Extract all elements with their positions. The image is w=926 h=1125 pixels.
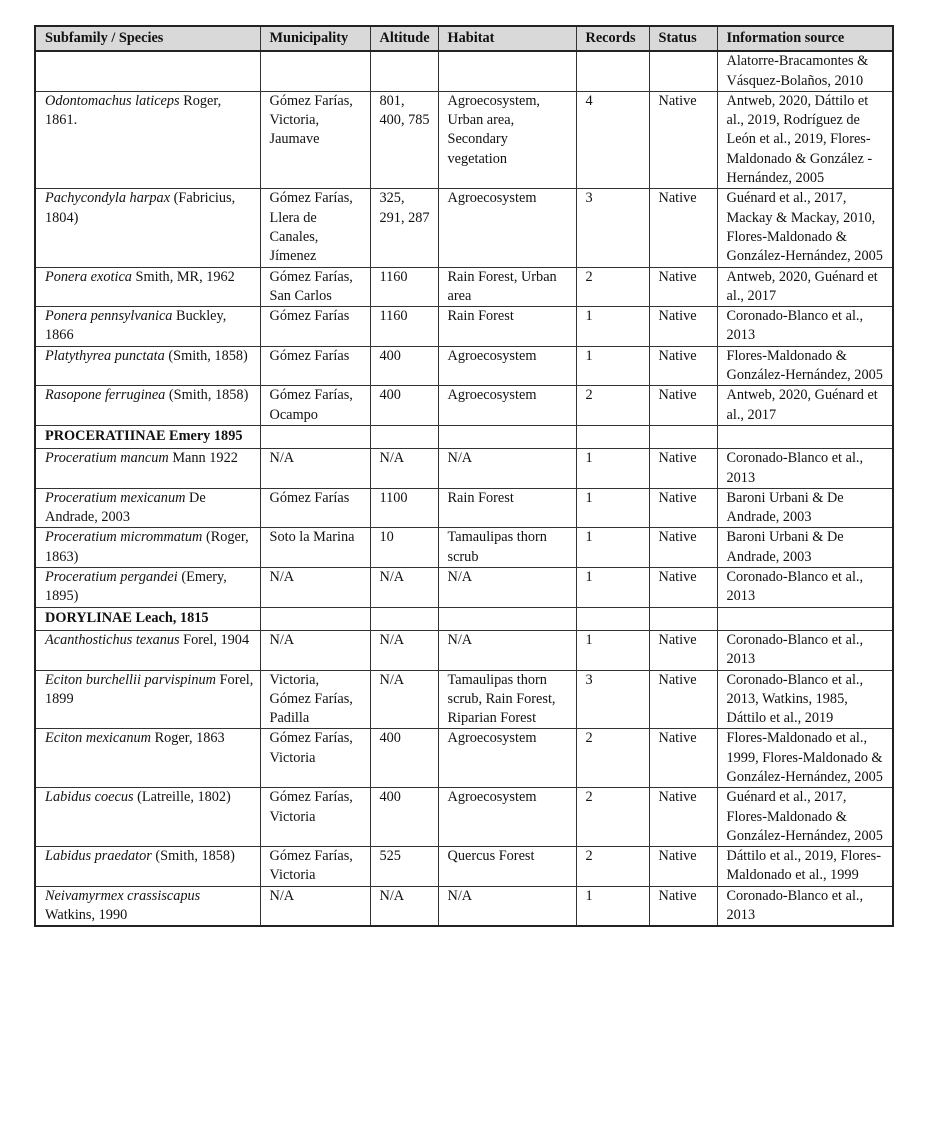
municipality-cell: Gómez Farías [260, 346, 370, 386]
species-name: Labidus coecus [45, 789, 134, 806]
information-source-cell: Guénard et al., 2017, Flores-Maldonado & González-Hernández, 2005 [717, 788, 893, 847]
municipality-cell: Gómez Farías [260, 488, 370, 528]
column-header-habitat: Habitat [438, 26, 576, 51]
status-cell [649, 51, 717, 91]
empty-cell [438, 607, 576, 630]
species-name: Labidus praedator [45, 848, 152, 865]
municipality-cell: N/A [260, 568, 370, 608]
municipality-cell: Gómez Farías [260, 307, 370, 347]
empty-cell [649, 425, 717, 448]
altitude-cell: 1160 [370, 267, 438, 307]
species-name-cell [35, 189, 260, 267]
municipality-cell: N/A [260, 886, 370, 926]
table-row [35, 91, 893, 188]
municipality-cell: Gómez Farías, Victoria [260, 729, 370, 788]
table-row [35, 670, 893, 729]
species-author: Watkins, 1990 [45, 907, 128, 924]
column-header-status: Status [649, 26, 717, 51]
status-cell: Native [649, 189, 717, 267]
species-name-cell [35, 307, 260, 347]
subfamily-label: PROCERATIINAE Emery 1895 [35, 425, 260, 448]
status-cell: Native [649, 886, 717, 926]
records-cell: 2 [576, 386, 649, 426]
table-row [35, 630, 893, 670]
table-row [35, 528, 893, 568]
table-row [35, 568, 893, 608]
information-source-cell: Antweb, 2020, Guénard et al., 2017 [717, 267, 893, 307]
document-page [34, 25, 892, 927]
status-cell: Native [649, 729, 717, 788]
species-name-cell [35, 847, 260, 887]
municipality-cell: Gómez Farías, San Carlos [260, 267, 370, 307]
status-cell: Native [649, 630, 717, 670]
habitat-cell: Tamaulipas thorn scrub [438, 528, 576, 568]
habitat-cell: N/A [438, 886, 576, 926]
status-cell: Native [649, 449, 717, 489]
table-row [35, 386, 893, 426]
subfamily-label: DORYLINAE Leach, 1815 [35, 607, 260, 630]
records-cell: 3 [576, 670, 649, 729]
altitude-cell: 400 [370, 729, 438, 788]
altitude-cell: 325, 291, 287 [370, 189, 438, 267]
species-name: Proceratium micrommatum [45, 529, 203, 546]
altitude-cell: 10 [370, 528, 438, 568]
column-header-information-source: Information source [717, 26, 893, 51]
species-author: Buckley, 1866 [45, 308, 227, 344]
species-name: Odontomachus laticeps [45, 92, 180, 109]
species-author: (Smith, 1858) [151, 848, 235, 865]
species-name: Proceratium mancum [45, 450, 169, 467]
status-cell: Native [649, 568, 717, 608]
species-author: Mann 1922 [168, 450, 238, 467]
status-cell: Native [649, 346, 717, 386]
table-row [35, 267, 893, 307]
habitat-cell: Agroecosystem [438, 189, 576, 267]
records-cell: 1 [576, 488, 649, 528]
column-header-subfamily-species: Subfamily / Species [35, 26, 260, 51]
information-source-cell: Coronado-Blanco et al., 2013 [717, 449, 893, 489]
table-row [35, 189, 893, 267]
municipality-cell: Gómez Farías, Victoria [260, 847, 370, 887]
habitat-cell: N/A [438, 449, 576, 489]
altitude-cell: N/A [370, 670, 438, 729]
species-name-cell [35, 488, 260, 528]
information-source-cell: Coronado-Blanco et al., 2013 [717, 307, 893, 347]
table-row [35, 847, 893, 887]
column-header-records: Records [576, 26, 649, 51]
empty-cell [717, 425, 893, 448]
table-row [35, 307, 893, 347]
altitude-cell: 801, 400, 785 [370, 91, 438, 188]
table-row [35, 449, 893, 489]
records-cell: 1 [576, 307, 649, 347]
species-author: (Roger, 1863) [45, 529, 249, 565]
species-name: Platythyrea punctata [45, 347, 165, 364]
species-name-cell [35, 51, 260, 91]
subfamily-row [35, 607, 893, 630]
habitat-cell: Agroecosystem [438, 729, 576, 788]
records-cell: 1 [576, 528, 649, 568]
species-author: (Fabricius, 1804) [45, 190, 236, 226]
species-name: Rasopone ferruginea [45, 387, 166, 404]
information-source-cell: Coronado-Blanco et al., 2013 [717, 568, 893, 608]
habitat-cell: N/A [438, 630, 576, 670]
records-cell: 1 [576, 886, 649, 926]
species-name-cell [35, 568, 260, 608]
habitat-cell: Rain Forest, Urban area [438, 267, 576, 307]
empty-cell [260, 607, 370, 630]
information-source-cell: Dáttilo et al., 2019, Flores-Maldonado et al., 1999 [717, 847, 893, 887]
municipality-cell: Gómez Farías, Victoria, Jaumave [260, 91, 370, 188]
habitat-cell: Rain Forest [438, 488, 576, 528]
habitat-cell: Agroecosystem [438, 386, 576, 426]
habitat-cell: Agroecosystem [438, 346, 576, 386]
species-name-cell [35, 346, 260, 386]
species-name-cell [35, 449, 260, 489]
table-body [35, 51, 893, 926]
empty-cell [260, 425, 370, 448]
records-cell: 1 [576, 449, 649, 489]
habitat-cell: Agroecosystem, Urban area, Secondary vegetation [438, 91, 576, 188]
information-source-cell: Alatorre-Bracamontes & Vásquez-Bolaños, 2010 [717, 51, 893, 91]
species-name-cell [35, 528, 260, 568]
records-cell: 1 [576, 568, 649, 608]
empty-cell [370, 425, 438, 448]
empty-cell [370, 607, 438, 630]
habitat-cell: Agroecosystem [438, 788, 576, 847]
table-row [35, 729, 893, 788]
information-source-cell: Coronado-Blanco et al., 2013, Watkins, 1985, Dáttilo et al., 2019 [717, 670, 893, 729]
status-cell: Native [649, 267, 717, 307]
table-row [35, 788, 893, 847]
habitat-cell: Rain Forest [438, 307, 576, 347]
species-author: Smith, MR, 1962 [131, 268, 235, 285]
species-name: Ponera pennsylvanica [45, 308, 173, 325]
records-cell: 2 [576, 847, 649, 887]
information-source-cell: Antweb, 2020, Guénard et al., 2017 [717, 386, 893, 426]
information-source-cell: Guénard et al., 2017, Mackay & Mackay, 2010, Flores-Maldonado & González-Hernández, 2005 [717, 189, 893, 267]
altitude-cell: 1160 [370, 307, 438, 347]
species-author: De Andrade, 2003 [45, 489, 206, 526]
empty-cell [649, 607, 717, 630]
altitude-cell: 525 [370, 847, 438, 887]
species-name: Eciton mexicanum [45, 730, 151, 747]
municipality-cell: N/A [260, 630, 370, 670]
table-row [35, 51, 893, 91]
species-name-cell [35, 729, 260, 788]
municipality-cell: Gómez Farías, Ocampo [260, 386, 370, 426]
species-table [34, 25, 894, 927]
records-cell: 2 [576, 729, 649, 788]
municipality-cell [260, 51, 370, 91]
species-name: Pachycondyla harpax [45, 190, 171, 207]
municipality-cell: Gómez Farías, Llera de Canales, Jímenez [260, 189, 370, 267]
table-row [35, 488, 893, 528]
status-cell: Native [649, 528, 717, 568]
table-row [35, 886, 893, 926]
species-name: Proceratium mexicanum [45, 489, 186, 506]
status-cell: Native [649, 488, 717, 528]
information-source-cell: Coronado-Blanco et al., 2013 [717, 630, 893, 670]
species-name-cell [35, 630, 260, 670]
table-header-row [35, 26, 893, 51]
empty-cell [576, 607, 649, 630]
species-name: Acanthostichus texanus [45, 631, 180, 648]
municipality-cell: Victoria, Gómez Farías, Padilla [260, 670, 370, 729]
records-cell: 2 [576, 267, 649, 307]
information-source-cell: Antweb, 2020, Dáttilo et al., 2019, Rodríguez de León et al., 2019, Flores-Maldonado & González -Hernández, 2005 [717, 91, 893, 188]
species-name-cell [35, 91, 260, 188]
records-cell [576, 51, 649, 91]
subfamily-row [35, 425, 893, 448]
status-cell: Native [649, 91, 717, 188]
status-cell: Native [649, 670, 717, 729]
species-name: Neivamyrmex crassiscapus [45, 887, 201, 904]
species-author: Roger, 1861. [45, 92, 222, 129]
altitude-cell: N/A [370, 449, 438, 489]
information-source-cell: Coronado-Blanco et al., 2013 [717, 886, 893, 926]
column-header-municipality: Municipality [260, 26, 370, 51]
habitat-cell: Tamaulipas thorn scrub, Rain Forest, Riparian Forest [438, 670, 576, 729]
species-author: Forel, 1899 [45, 671, 254, 707]
habitat-cell: N/A [438, 568, 576, 608]
altitude-cell: 400 [370, 788, 438, 847]
species-name: Ponera exotica [45, 268, 132, 285]
empty-cell [438, 425, 576, 448]
species-name-cell [35, 886, 260, 926]
species-author: (Latreille, 1802) [133, 789, 231, 806]
species-author: Roger, 1863 [151, 730, 225, 747]
status-cell: Native [649, 847, 717, 887]
empty-cell [717, 607, 893, 630]
municipality-cell: N/A [260, 449, 370, 489]
altitude-cell: 400 [370, 386, 438, 426]
status-cell: Native [649, 788, 717, 847]
species-name: Eciton burchellii parvispinum [45, 671, 217, 688]
records-cell: 4 [576, 91, 649, 188]
altitude-cell: 400 [370, 346, 438, 386]
altitude-cell [370, 51, 438, 91]
information-source-cell: Flores-Maldonado et al., 1999, Flores-Maldonado & González-Hernández, 2005 [717, 729, 893, 788]
species-name-cell [35, 670, 260, 729]
habitat-cell [438, 51, 576, 91]
species-author: (Smith, 1858) [165, 387, 249, 404]
information-source-cell: Baroni Urbani & De Andrade, 2003 [717, 488, 893, 528]
empty-cell [576, 425, 649, 448]
records-cell: 3 [576, 189, 649, 267]
species-name-cell [35, 386, 260, 426]
information-source-cell: Baroni Urbani & De Andrade, 2003 [717, 528, 893, 568]
species-author: (Smith, 1858) [164, 347, 248, 364]
column-header-altitude: Altitude [370, 26, 438, 51]
status-cell: Native [649, 386, 717, 426]
municipality-cell: Soto la Marina [260, 528, 370, 568]
status-cell: Native [649, 307, 717, 347]
species-name-cell [35, 788, 260, 847]
species-name-cell [35, 267, 260, 307]
municipality-cell: Gómez Farías, Victoria [260, 788, 370, 847]
table-row [35, 346, 893, 386]
altitude-cell: 1100 [370, 488, 438, 528]
altitude-cell: N/A [370, 630, 438, 670]
records-cell: 2 [576, 788, 649, 847]
species-name: Proceratium pergandei [45, 569, 178, 586]
records-cell: 1 [576, 630, 649, 670]
records-cell: 1 [576, 346, 649, 386]
information-source-cell: Flores-Maldonado & González-Hernández, 2005 [717, 346, 893, 386]
altitude-cell: N/A [370, 568, 438, 608]
species-author: Forel, 1904 [179, 631, 250, 648]
species-author: (Emery, 1895) [45, 569, 227, 605]
altitude-cell: N/A [370, 886, 438, 926]
habitat-cell: Quercus Forest [438, 847, 576, 887]
